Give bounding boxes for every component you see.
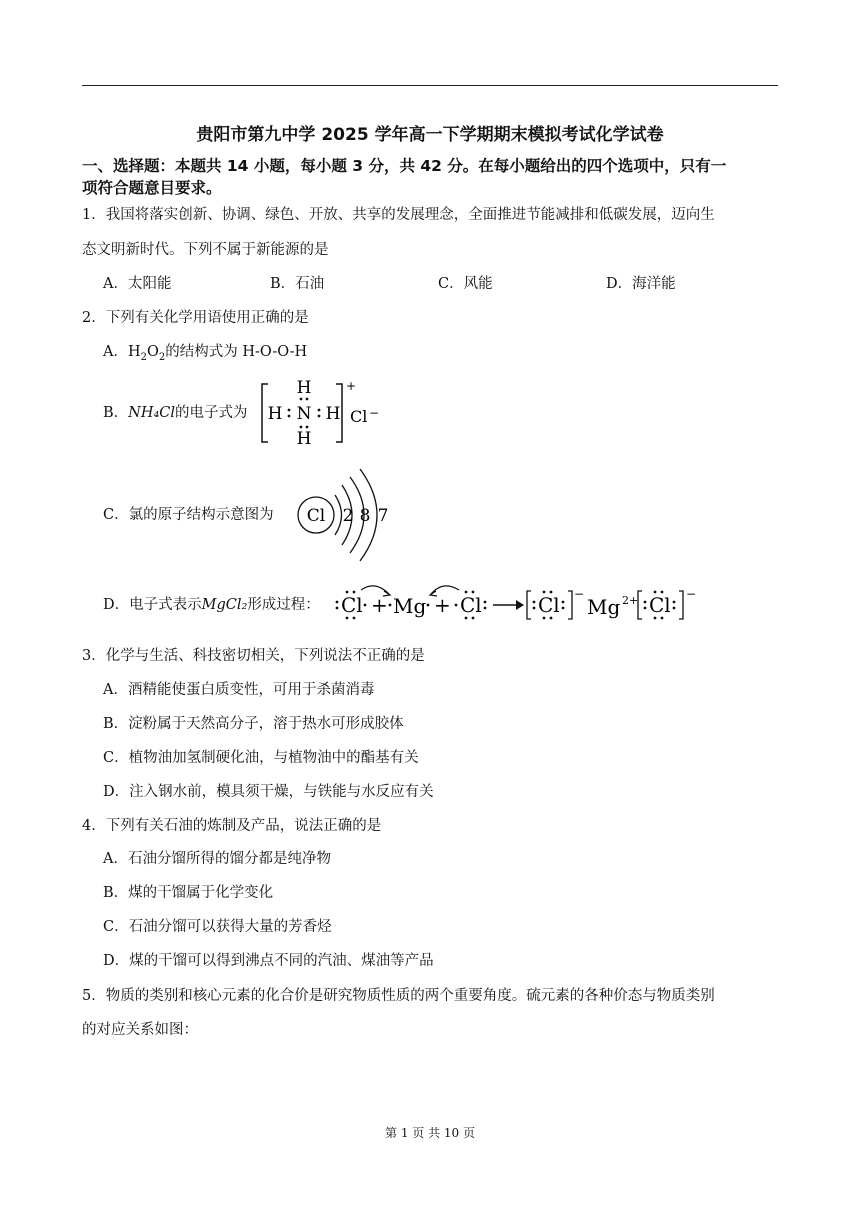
section-heading-line-1: 一、选择题：本题共 14 小题，每小题 3 分，共 42 分。在每小题给出的四个选项中，只有一 xyxy=(82,157,727,175)
nh4cl-electron-formula xyxy=(258,372,388,450)
section-heading xyxy=(82,155,782,199)
q2-stem: 2．下列有关化学用语使用正确的是 xyxy=(82,310,309,326)
mg-atom: Mg xyxy=(393,594,427,618)
page-footer: 第 1 页 共 10 页 xyxy=(385,1126,475,1140)
cl-atom-structure-diagram xyxy=(290,465,400,565)
q2-option-a-prefix: A．H xyxy=(103,344,141,360)
q2-option-d-prefix: D．电子式表示 xyxy=(103,597,202,613)
q1-option-c: C．风能 xyxy=(438,276,493,292)
shell-m-count: 7 xyxy=(377,506,389,526)
q2-option-d-text: 形成过程： xyxy=(247,597,320,613)
mg-ion: Mg xyxy=(587,595,621,619)
shell-k-count: 2 xyxy=(342,506,354,526)
q5-stem-line-1: 5．物质的类别和核心元素的化合价是研究物质性质的两个重要角度。硫元素的各种价态与物质类别 xyxy=(82,988,715,1004)
h-atom-top: H xyxy=(296,378,312,398)
q1-option-a: A．太阳能 xyxy=(103,276,172,292)
cl-left: Cl xyxy=(341,593,363,617)
q3-option-c: C．植物油加氢制硬化油，与植物油中的酯基有关 xyxy=(103,750,419,766)
chloride-ion-left: Cl xyxy=(538,593,560,617)
chloride-symbol: Cl xyxy=(350,407,368,426)
h-atom-right: H xyxy=(325,404,341,424)
mg-ion-charge: 2+ xyxy=(622,594,639,607)
q2-option-b-prefix: B． xyxy=(103,405,129,421)
q2-option-d xyxy=(103,595,320,615)
plus-sign-1: + xyxy=(371,593,388,617)
q4-option-d: D．煤的干馏可以得到沸点不同的汽油、煤油等产品 xyxy=(103,953,434,969)
q1-stem-line-2: 态文明新时代。下列不属于新能源的是 xyxy=(82,242,329,258)
h-atom-bottom: H xyxy=(296,429,312,449)
chloride-charge-right: − xyxy=(686,587,697,601)
exam-title: 贵阳市第九中学 2025 学年高一下学期期末模拟考试化学试卷 xyxy=(196,125,664,145)
q3-stem: 3．化学与生活、科技密切相关，下列说法不正确的是 xyxy=(82,648,425,664)
q4-option-c: C．石油分馏可以获得大量的芳香烃 xyxy=(103,919,332,935)
h-atom-left: H xyxy=(267,404,283,424)
q1-stem-line-1: 1．我国将落实创新、协调、绿色、开放、共享的发展理念，全面推进节能减排和低碳发展，迈向生 xyxy=(82,207,715,223)
q1-option-b: B．石油 xyxy=(270,276,325,292)
q2-option-b-formula: NH₄Cl xyxy=(128,405,176,421)
section-heading-line-2: 项符合题意目要求。 xyxy=(82,179,222,197)
cl-right: Cl xyxy=(460,593,482,617)
mgcl2-formation-process xyxy=(335,582,710,626)
q3-option-a: A．酒精能使蛋白质变性，可用于杀菌消毒 xyxy=(103,682,375,698)
ammonium-charge: + xyxy=(346,379,357,393)
q3-option-d: D．注入钢水前，模具须干燥，与铁能与水反应有关 xyxy=(103,784,434,800)
q1-option-d: D．海洋能 xyxy=(606,276,676,292)
q5-stem-line-2: 的对应关系如图： xyxy=(82,1022,198,1038)
q4-stem: 4．下列有关石油的炼制及产品，说法正确的是 xyxy=(82,818,382,834)
q2-option-b-text: 的电子式为 xyxy=(175,405,248,421)
chloride-charge: − xyxy=(369,406,380,420)
plus-sign-2: + xyxy=(434,593,451,617)
n-atom: N xyxy=(296,404,312,424)
q4-option-b: B．煤的干馏属于化学变化 xyxy=(103,885,274,901)
cl-nucleus-label: Cl xyxy=(306,506,326,526)
q4-option-a: A．石油分馏所得的馏分都是纯净物 xyxy=(103,851,331,867)
q2-option-a-text: 的结构式为 H-O-O-H xyxy=(165,344,308,360)
shell-l-count: 8 xyxy=(359,506,371,526)
q2-option-d-formula: MgCl₂ xyxy=(201,597,248,613)
chloride-ion-right: Cl xyxy=(649,593,671,617)
q3-option-b: B．淀粉属于天然高分子，溶于热水可形成胶体 xyxy=(103,716,404,732)
q2-option-c: C．氯的原子结构示意图为 xyxy=(103,507,274,523)
header-rule xyxy=(82,85,778,86)
chloride-charge-left: − xyxy=(574,587,585,601)
q2-option-a: A．$H_2O_2$的结构式为 H-O-O-H xyxy=(103,344,308,363)
q2-option-b xyxy=(103,403,248,423)
